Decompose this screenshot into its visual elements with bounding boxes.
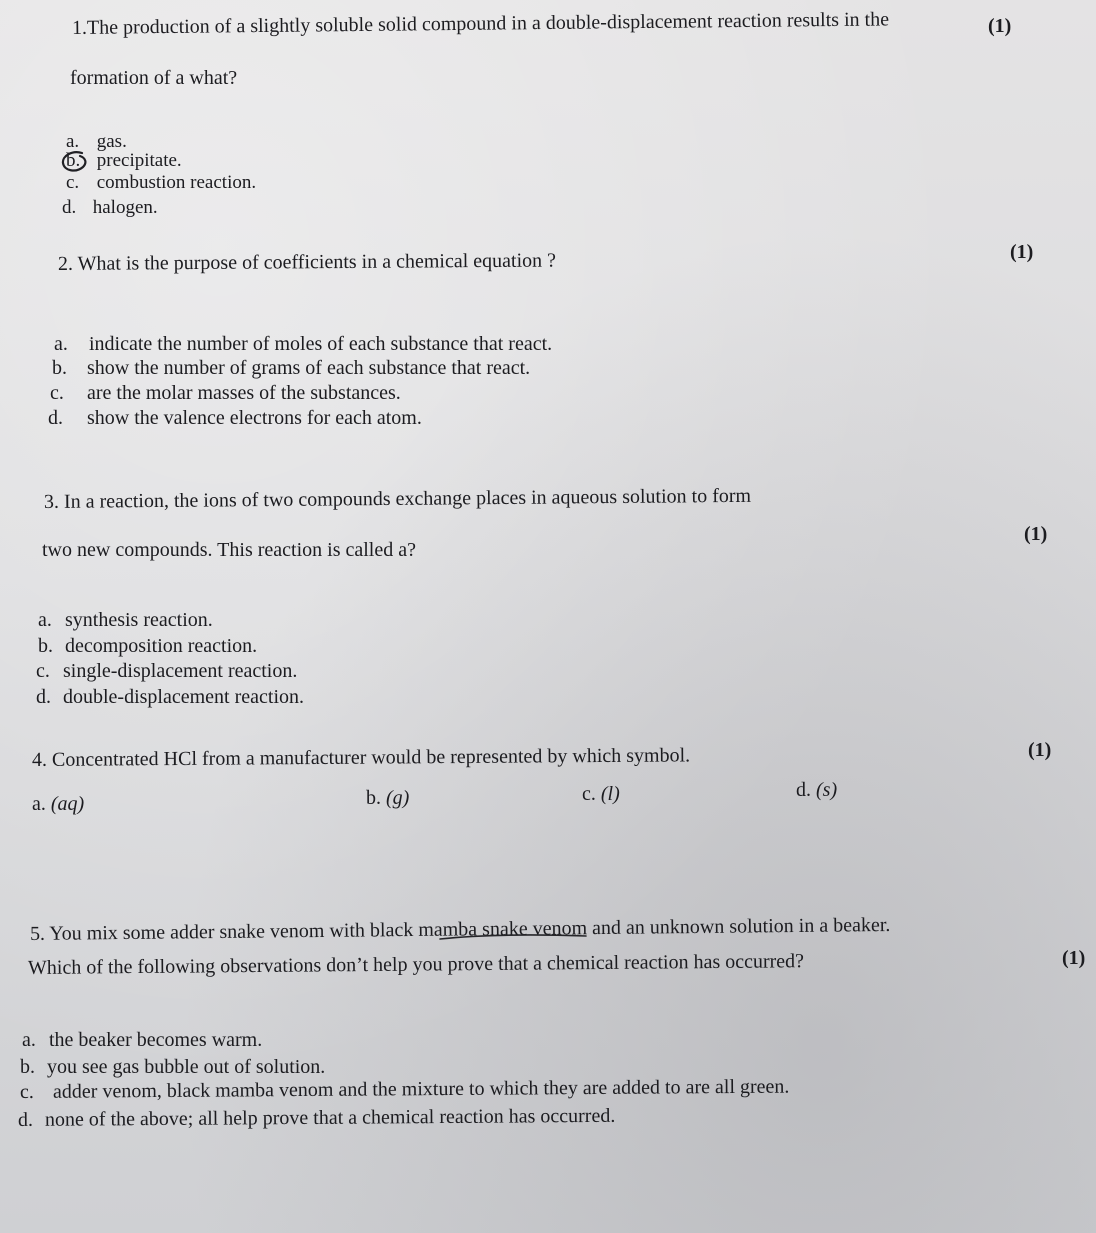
question-2-option-b xyxy=(52,356,530,380)
question-5-option-c xyxy=(20,1075,790,1104)
option-text: double-displacement reaction. xyxy=(63,686,305,708)
question-5-option-d xyxy=(18,1104,615,1132)
question-1-option-d xyxy=(62,196,158,220)
option-letter: d. xyxy=(62,197,77,218)
option-letter: c. xyxy=(36,660,50,682)
question-4-marks: (1) xyxy=(1028,739,1052,761)
option-letter: b. xyxy=(66,150,81,171)
question-5-text-line-1: 5. You mix some adder snake venom with black mamba snake venom and an unknown solution in a beaker. xyxy=(29,913,891,945)
option-letter: a. xyxy=(66,131,80,152)
option-letter: a. xyxy=(32,793,46,815)
question-3-text-line-1: 3. In a reaction, the ions of two compounds exchange places in aqueous solution to form xyxy=(43,484,752,513)
option-text: synthesis reaction. xyxy=(65,609,213,631)
option-text: combustion reaction. xyxy=(96,172,257,193)
question-4-option-c xyxy=(582,782,620,806)
option-letter: b. xyxy=(52,357,67,379)
question-3-text-line-2: two new compounds. This reaction is called a? xyxy=(42,539,416,561)
question-4-option-b xyxy=(366,786,409,810)
option-text: precipitate. xyxy=(96,150,182,171)
option-text: decomposition reaction. xyxy=(65,635,258,657)
question-3-option-a xyxy=(38,608,213,632)
answer-circle-mark xyxy=(60,150,90,174)
underline-pen-mark xyxy=(438,932,588,942)
question-2-marks: (1) xyxy=(1010,241,1034,263)
option-letter: c. xyxy=(50,382,64,404)
option-letter: d. xyxy=(36,686,51,708)
question-3-option-b xyxy=(38,634,257,658)
option-text: adder venom, black mamba venom and the mixture to which they are added to are all green. xyxy=(52,1075,790,1103)
option-text: (g) xyxy=(386,787,410,809)
option-text: gas. xyxy=(96,131,127,152)
question-4-option-a xyxy=(32,792,84,816)
question-1-text-line-1: 1.The production of a slightly soluble solid compound in a double-displacement reaction results in the xyxy=(71,8,890,39)
question-4-option-d xyxy=(796,778,837,802)
option-text: you see gas bubble out of solution. xyxy=(47,1056,326,1078)
option-letter: a. xyxy=(54,333,68,355)
question-2-option-c xyxy=(50,381,401,405)
question-5-text-line-2: Which of the following observations don’t help you prove that a chemical reaction has occurred? xyxy=(27,950,805,979)
option-text: show the valence electrons for each atom. xyxy=(87,407,422,429)
question-1-marks: (1) xyxy=(988,15,1012,37)
option-letter: c. xyxy=(582,783,596,805)
option-text: show the number of grams of each substance that react. xyxy=(87,357,531,379)
question-1-option-c xyxy=(66,171,256,195)
question-3-option-c xyxy=(36,659,297,683)
question-2-text: 2. What is the purpose of coefficients in a chemical equation ? xyxy=(57,249,557,275)
option-letter: c. xyxy=(19,1080,34,1103)
option-text: are the molar masses of the substances. xyxy=(87,382,401,404)
question-5-option-b xyxy=(20,1055,325,1079)
option-text: (l) xyxy=(600,783,620,805)
question-3-marks: (1) xyxy=(1024,523,1048,545)
question-5-option-a xyxy=(22,1028,262,1052)
option-letter: a. xyxy=(22,1029,36,1051)
option-letter: c. xyxy=(66,172,80,193)
question-1-text-line-2: formation of a what? xyxy=(70,67,238,89)
option-letter: d. xyxy=(796,779,811,801)
option-letter: b. xyxy=(38,635,53,657)
option-letter: d. xyxy=(17,1108,34,1131)
option-text: (aq) xyxy=(50,793,85,815)
option-letter: b. xyxy=(20,1056,35,1078)
question-5-marks: (1) xyxy=(1062,947,1086,969)
question-2-option-a xyxy=(54,332,552,356)
question-4-text: 4. Concentrated HCl from a manufacturer would be represented by which symbol. xyxy=(31,744,691,771)
option-letter: b. xyxy=(366,787,381,809)
question-3-option-d xyxy=(36,685,304,709)
option-text: halogen. xyxy=(92,197,158,218)
option-text: single-displacement reaction. xyxy=(63,660,298,682)
question-2-option-d xyxy=(48,406,422,430)
option-letter: d. xyxy=(48,407,63,429)
option-text: none of the above; all help prove that a chemical reaction has occurred. xyxy=(44,1104,616,1131)
option-letter: a. xyxy=(38,609,52,631)
option-text: (s) xyxy=(816,779,838,801)
option-text: the beaker becomes warm. xyxy=(49,1029,263,1051)
option-text: indicate the number of moles of each substance that react. xyxy=(89,333,553,355)
